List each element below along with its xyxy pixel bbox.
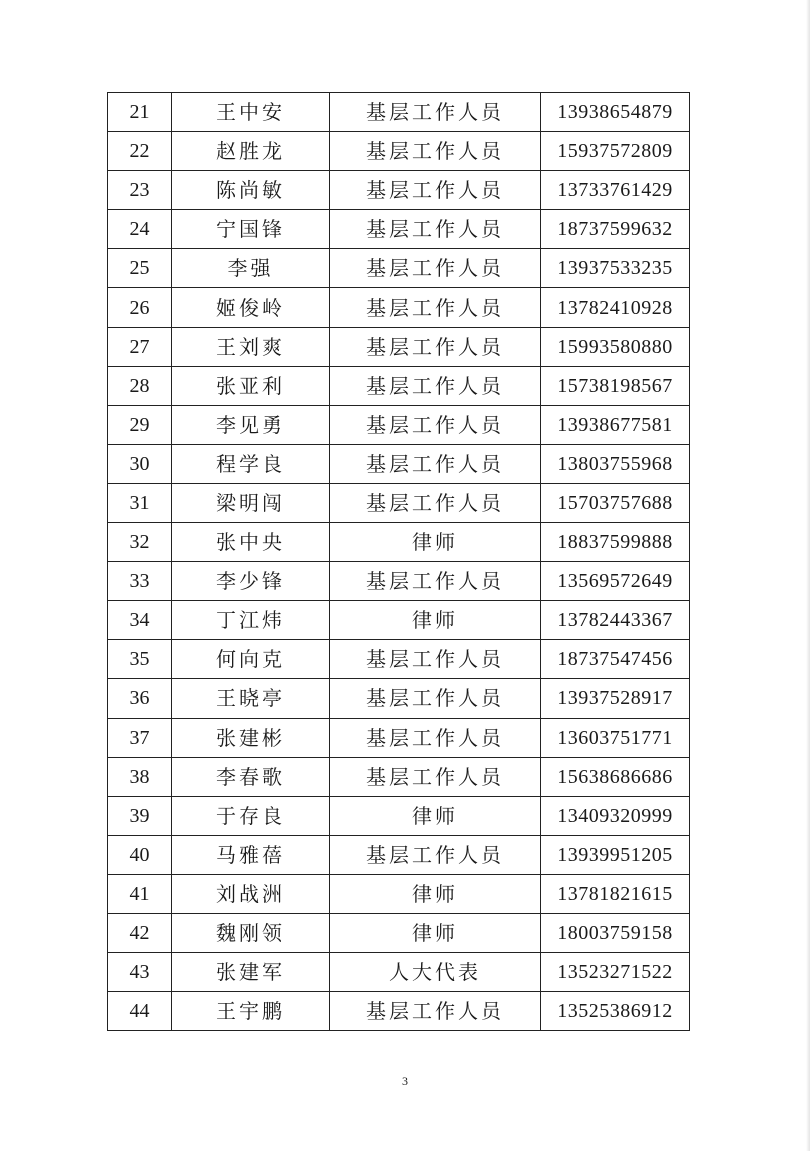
table-row <box>108 953 690 992</box>
phone-cell: 18737547456 <box>541 640 690 679</box>
row-number-cell: 37 <box>108 718 172 757</box>
role-cell: 基层工作人员 <box>330 249 541 288</box>
table-row <box>108 601 690 640</box>
phone-cell: 13781821615 <box>541 874 690 913</box>
name-cell: 何向克 <box>172 640 330 679</box>
page-number: 3 <box>402 1074 408 1088</box>
role-cell: 人大代表 <box>330 953 541 992</box>
table-row <box>108 249 690 288</box>
name-cell: 张建军 <box>172 953 330 992</box>
phone-cell: 13523271522 <box>541 953 690 992</box>
phone-cell: 13937533235 <box>541 249 690 288</box>
table-row <box>108 288 690 327</box>
table-row <box>108 874 690 913</box>
table-row <box>108 757 690 796</box>
phone-cell: 13938654879 <box>541 93 690 132</box>
table-row <box>108 171 690 210</box>
name-cell: 张建彬 <box>172 718 330 757</box>
role-cell: 基层工作人员 <box>330 757 541 796</box>
table-row <box>108 210 690 249</box>
name-cell: 王刘爽 <box>172 327 330 366</box>
row-number-cell: 38 <box>108 757 172 796</box>
role-cell: 基层工作人员 <box>330 640 541 679</box>
row-number-cell: 23 <box>108 171 172 210</box>
role-cell: 基层工作人员 <box>330 835 541 874</box>
row-number-cell: 32 <box>108 523 172 562</box>
table-row <box>108 679 690 718</box>
table-row <box>108 796 690 835</box>
row-number-cell: 35 <box>108 640 172 679</box>
name-cell: 李春歌 <box>172 757 330 796</box>
row-number-cell: 22 <box>108 132 172 171</box>
row-number-cell: 24 <box>108 210 172 249</box>
name-cell: 宁国锋 <box>172 210 330 249</box>
row-number-cell: 44 <box>108 992 172 1031</box>
name-cell: 马雅蓓 <box>172 835 330 874</box>
name-cell: 于存良 <box>172 796 330 835</box>
row-number-cell: 34 <box>108 601 172 640</box>
phone-cell: 18003759158 <box>541 913 690 952</box>
name-cell: 李强 <box>172 249 330 288</box>
row-number-cell: 33 <box>108 562 172 601</box>
phone-cell: 15993580880 <box>541 327 690 366</box>
table-row <box>108 483 690 522</box>
role-cell: 基层工作人员 <box>330 679 541 718</box>
table-row <box>108 640 690 679</box>
name-cell: 李少锋 <box>172 562 330 601</box>
table-row <box>108 913 690 952</box>
role-cell: 基层工作人员 <box>330 483 541 522</box>
row-number-cell: 39 <box>108 796 172 835</box>
role-cell: 律师 <box>330 913 541 952</box>
row-number-cell: 28 <box>108 366 172 405</box>
phone-cell: 15638686686 <box>541 757 690 796</box>
table-row <box>108 835 690 874</box>
role-cell: 基层工作人员 <box>330 405 541 444</box>
phone-cell: 13803755968 <box>541 444 690 483</box>
row-number-cell: 40 <box>108 835 172 874</box>
phone-cell: 15738198567 <box>541 366 690 405</box>
table-row <box>108 523 690 562</box>
row-number-cell: 25 <box>108 249 172 288</box>
table-row <box>108 718 690 757</box>
role-cell: 基层工作人员 <box>330 718 541 757</box>
row-number-cell: 27 <box>108 327 172 366</box>
phone-cell: 13603751771 <box>541 718 690 757</box>
phone-cell: 15937572809 <box>541 132 690 171</box>
role-cell: 基层工作人员 <box>330 366 541 405</box>
name-cell: 张亚利 <box>172 366 330 405</box>
phone-cell: 18837599888 <box>541 523 690 562</box>
row-number-cell: 42 <box>108 913 172 952</box>
name-cell: 刘战洲 <box>172 874 330 913</box>
row-number-cell: 31 <box>108 483 172 522</box>
table-row <box>108 327 690 366</box>
phone-cell: 13938677581 <box>541 405 690 444</box>
row-number-cell: 29 <box>108 405 172 444</box>
name-cell: 王宇鹏 <box>172 992 330 1031</box>
name-cell: 姬俊岭 <box>172 288 330 327</box>
table-row <box>108 405 690 444</box>
row-number-cell: 21 <box>108 93 172 132</box>
role-cell: 基层工作人员 <box>330 288 541 327</box>
phone-cell: 13939951205 <box>541 835 690 874</box>
roster-table <box>107 92 690 1031</box>
role-cell: 基层工作人员 <box>330 93 541 132</box>
name-cell: 陈尚敏 <box>172 171 330 210</box>
row-number-cell: 30 <box>108 444 172 483</box>
phone-cell: 13409320999 <box>541 796 690 835</box>
role-cell: 律师 <box>330 523 541 562</box>
role-cell: 基层工作人员 <box>330 132 541 171</box>
table-row <box>108 444 690 483</box>
name-cell: 张中央 <box>172 523 330 562</box>
table-row <box>108 93 690 132</box>
phone-cell: 13782443367 <box>541 601 690 640</box>
role-cell: 律师 <box>330 601 541 640</box>
role-cell: 基层工作人员 <box>330 327 541 366</box>
name-cell: 丁江炜 <box>172 601 330 640</box>
name-cell: 梁明闯 <box>172 483 330 522</box>
phone-cell: 13525386912 <box>541 992 690 1031</box>
role-cell: 基层工作人员 <box>330 444 541 483</box>
table-row <box>108 366 690 405</box>
role-cell: 基层工作人员 <box>330 562 541 601</box>
phone-cell: 15703757688 <box>541 483 690 522</box>
row-number-cell: 41 <box>108 874 172 913</box>
table-row <box>108 132 690 171</box>
name-cell: 程学良 <box>172 444 330 483</box>
phone-cell: 18737599632 <box>541 210 690 249</box>
name-cell: 王晓亭 <box>172 679 330 718</box>
role-cell: 基层工作人员 <box>330 992 541 1031</box>
row-number-cell: 43 <box>108 953 172 992</box>
phone-cell: 13733761429 <box>541 171 690 210</box>
role-cell: 基层工作人员 <box>330 171 541 210</box>
phone-cell: 13569572649 <box>541 562 690 601</box>
name-cell: 魏刚领 <box>172 913 330 952</box>
role-cell: 律师 <box>330 796 541 835</box>
table-row <box>108 992 690 1031</box>
table-row <box>108 562 690 601</box>
role-cell: 律师 <box>330 874 541 913</box>
role-cell: 基层工作人员 <box>330 210 541 249</box>
roster-table-body <box>108 93 690 1031</box>
row-number-cell: 36 <box>108 679 172 718</box>
name-cell: 李见勇 <box>172 405 330 444</box>
row-number-cell: 26 <box>108 288 172 327</box>
phone-cell: 13937528917 <box>541 679 690 718</box>
phone-cell: 13782410928 <box>541 288 690 327</box>
page-edge-shadow <box>806 0 810 1151</box>
name-cell: 赵胜龙 <box>172 132 330 171</box>
name-cell: 王中安 <box>172 93 330 132</box>
